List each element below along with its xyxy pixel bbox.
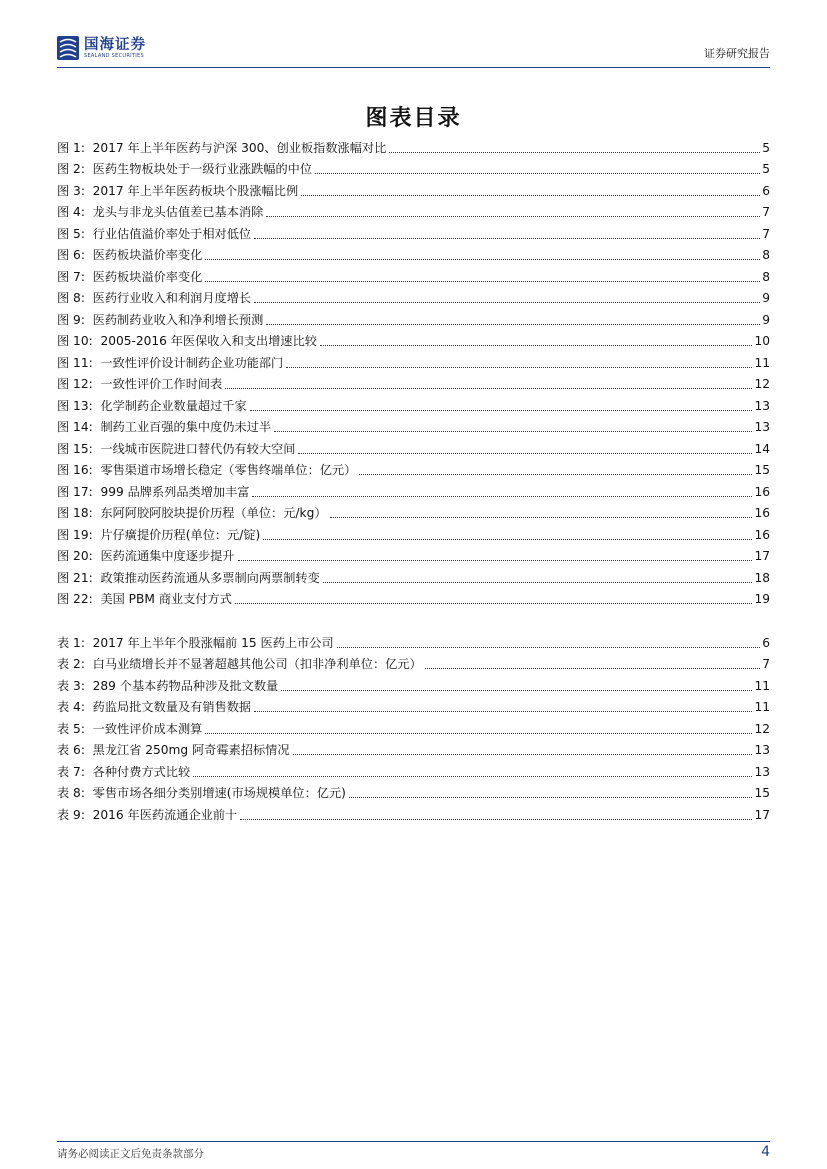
toc-entry[interactable]: [57, 414, 770, 436]
toc-entry[interactable]: [57, 543, 770, 565]
page-number: 4: [761, 1144, 770, 1160]
toc-entry-label: 表 8:: [57, 786, 85, 800]
toc-entry-label: 图 22:: [57, 592, 93, 606]
toc-entry-label: 表 6:: [57, 743, 85, 757]
toc-dot-leader: [205, 733, 752, 734]
toc-entry-title: 2017 年上半年医药与沪深 300、创业板指数涨幅对比: [92, 140, 387, 155]
toc-dot-leader: [225, 388, 752, 389]
toc-entry[interactable]: [57, 349, 770, 371]
page-header: [57, 34, 770, 66]
toc-entry[interactable]: [57, 564, 770, 586]
toc-entry-title: 东阿阿胶阿胶块提价历程（单位：元/kg）: [100, 506, 327, 520]
toc-entry-label: 图 6:: [57, 248, 85, 262]
toc-entry-page: 5: [762, 162, 770, 176]
toc-dot-leader: [323, 582, 753, 583]
toc-entry[interactable]: [57, 134, 770, 156]
toc-dot-leader: [274, 431, 752, 432]
toc-entry[interactable]: [57, 285, 770, 307]
report-type-label: 证券研究报告: [704, 47, 770, 60]
toc-entry-label: 表 2:: [57, 657, 85, 671]
toc-entry-title: 2017 年上半年医药板块个股涨幅比例: [92, 183, 299, 198]
toc-entry-title: 龙头与非龙头估值差已基本消除: [92, 205, 264, 219]
toc-entry[interactable]: [57, 500, 770, 522]
toc-entry[interactable]: [57, 220, 770, 242]
toc-entry-page: 13: [754, 764, 770, 779]
toc-entry[interactable]: [57, 672, 770, 694]
toc-entry-title: 零售市场各细分类别增速(市场规模单位：亿元): [92, 786, 346, 800]
logo-chinese-name: 国海证券: [84, 36, 146, 53]
toc-entry-title: 2017 年上半年个股涨幅前 15 医药上市公司: [92, 635, 334, 650]
toc-entry-page: 15: [754, 786, 770, 800]
toc-dot-leader: [238, 560, 753, 561]
toc-entry[interactable]: [57, 242, 770, 264]
toc-entry-page: 13: [754, 420, 770, 434]
logo-english-name: SEALAND SECURITIES: [84, 52, 144, 59]
toc-entry-label: 图 4:: [57, 205, 85, 219]
toc-dot-leader: [205, 259, 760, 260]
toc-entry-title: 白马业绩增长并不显著超越其他公司（扣非净利单位：亿元）: [92, 657, 422, 671]
table-list: [57, 629, 770, 823]
toc-entry-title: 政策推动医药流通从多票制向两票制转变: [100, 570, 320, 585]
toc-entry-page: 11: [754, 355, 770, 370]
toc-dot-leader: [286, 367, 752, 368]
footer-disclaimer: 请务必阅读正文后免责条款部分: [57, 1148, 204, 1160]
toc-entry-page: 16: [754, 484, 770, 499]
toc-entry-title: 各种付费方式比较: [92, 764, 191, 779]
toc-entry-title: 一致性评价成本测算: [92, 721, 203, 736]
toc-entry-label: 图 9:: [57, 312, 85, 327]
toc-entry-title: 医药板块溢价率变化: [92, 269, 203, 284]
toc-entry-page: 12: [754, 721, 770, 736]
toc-entry-title: 医药行业收入和利润月度增长: [92, 291, 252, 305]
toc-entry[interactable]: [57, 392, 770, 414]
toc-entry-title: 化学制药企业数量超过千家: [100, 398, 247, 413]
toc-entry-page: 7: [762, 657, 770, 671]
toc-entry-label: 图 11:: [57, 355, 93, 370]
toc-entry-label: 表 4:: [57, 700, 85, 714]
toc-dot-leader: [337, 647, 761, 648]
toc-entry[interactable]: [57, 801, 770, 823]
toc-entry-label: 图 15:: [57, 441, 93, 456]
toc-entry-label: 表 3:: [57, 678, 85, 693]
toc-entry-title: 医药板块溢价率变化: [92, 248, 203, 262]
toc-entry-page: 16: [754, 506, 770, 520]
toc-dot-leader: [298, 453, 752, 454]
toc-entry-page: 11: [754, 700, 770, 714]
toc-entry-title: 医药生物板块处于一级行业涨跌幅的中位: [92, 162, 313, 176]
toc-entry[interactable]: [57, 758, 770, 780]
figure-list: [57, 134, 770, 607]
toc-dot-leader: [254, 711, 752, 712]
toc-entry-page: 6: [762, 635, 770, 650]
toc-entry-label: 图 5:: [57, 226, 85, 241]
toc-entry-label: 图 2:: [57, 162, 85, 176]
toc-entry-page: 14: [754, 441, 770, 456]
toc-entry-label: 图 10:: [57, 334, 93, 348]
toc-entry-page: 13: [754, 743, 770, 757]
toc-dot-leader: [263, 539, 752, 540]
toc-dot-leader: [193, 776, 752, 777]
toc-entry-page: 17: [754, 549, 770, 563]
toc-entry-label: 图 14:: [57, 420, 93, 434]
toc-entry-label: 图 13:: [57, 398, 93, 413]
toc-entry-page: 13: [754, 398, 770, 413]
toc-entry-title: 医药制药业收入和净利增长预测: [92, 312, 264, 327]
toc-dot-leader: [315, 173, 760, 174]
sealand-logo-icon: [57, 36, 79, 60]
toc-entry-page: 15: [754, 463, 770, 477]
toc-entry[interactable]: [57, 651, 770, 673]
toc-entry-label: 图 7:: [57, 269, 85, 284]
toc-dot-leader: [301, 195, 760, 196]
toc-entry-title: 零售渠道市场增长稳定（零售终端单位：亿元）: [100, 463, 357, 477]
toc-entry-label: 表 9:: [57, 807, 85, 822]
toc-entry-title: 999 品牌系列品类增加丰富: [100, 484, 250, 499]
toc-entry-label: 图 16:: [57, 463, 93, 477]
toc-entry[interactable]: [57, 156, 770, 178]
toc-entry-title: 行业估值溢价率处于相对低位: [92, 226, 252, 241]
toc-entry[interactable]: [57, 199, 770, 221]
toc-entry-label: 图 3:: [57, 183, 85, 198]
toc-entry-page: 10: [754, 334, 770, 348]
toc-entry[interactable]: [57, 457, 770, 479]
toc-entry-page: 5: [762, 140, 770, 155]
toc-entry-label: 表 7:: [57, 764, 85, 779]
toc-dot-leader: [281, 690, 752, 691]
toc-dot-leader: [254, 302, 760, 303]
header-divider: [57, 67, 770, 68]
page-title: 图表目录: [365, 106, 462, 131]
toc-entry-page: 19: [754, 592, 770, 606]
toc-dot-leader: [320, 345, 752, 346]
toc-entry[interactable]: [57, 478, 770, 500]
toc-entry-label: 图 21:: [57, 570, 93, 585]
toc-entry-label: 图 1:: [57, 140, 85, 155]
toc-entry[interactable]: [57, 263, 770, 285]
toc-entry-label: 图 17:: [57, 484, 93, 499]
toc-entry-page: 18: [754, 570, 770, 585]
toc-entry[interactable]: [57, 371, 770, 393]
toc-entry-label: 表 1:: [57, 635, 85, 650]
toc-dot-leader: [252, 496, 752, 497]
toc-entry-page: 7: [762, 226, 770, 241]
toc-entry-page: 7: [762, 205, 770, 219]
footer-divider: [57, 1141, 770, 1142]
toc-entry[interactable]: [57, 328, 770, 350]
toc-dot-leader: [359, 474, 752, 475]
toc-dot-leader: [389, 152, 760, 153]
toc-entry-title: 289 个基本药物品种涉及批文数量: [92, 678, 279, 693]
toc-dot-leader: [330, 517, 753, 518]
toc-entry-page: 9: [762, 291, 770, 305]
toc-entry-page: 6: [762, 183, 770, 198]
toc-dot-leader: [293, 754, 753, 755]
toc-entry-title: 一致性评价工作时间表: [100, 377, 223, 391]
toc-entry-title: 2005-2016 年医保收入和支出增速比较: [100, 334, 317, 348]
toc-entry-title: 美国 PBM 商业支付方式: [100, 592, 232, 606]
toc-entry[interactable]: [57, 435, 770, 457]
toc-entry[interactable]: [57, 177, 770, 199]
toc-entry-title: 一致性评价设计制药企业功能部门: [100, 355, 284, 370]
toc-entry-page: 11: [754, 678, 770, 693]
toc-entry-label: 图 20:: [57, 549, 93, 563]
toc-entry[interactable]: [57, 737, 770, 759]
toc-entry-title: 制药工业百强的集中度仍未过半: [100, 420, 272, 434]
toc-dot-leader: [254, 238, 760, 239]
toc-entry-label: 图 18:: [57, 506, 93, 520]
toc-dot-leader: [425, 668, 761, 669]
toc-entry-title: 药监局批文数量及有销售数据: [92, 700, 252, 714]
toc-entry-label: 图 19:: [57, 527, 93, 542]
toc-dot-leader: [240, 819, 752, 820]
company-logo: [57, 34, 146, 62]
toc-dot-leader: [235, 603, 753, 604]
toc-entry-label: 图 8:: [57, 291, 85, 305]
toc-entry[interactable]: [57, 715, 770, 737]
toc-entry-title: 医药流通集中度逐步提升: [100, 549, 235, 563]
toc-entry-page: 8: [762, 269, 770, 284]
toc-entry[interactable]: [57, 306, 770, 328]
toc-entry-label: 图 12:: [57, 377, 93, 391]
toc-entry-page: 17: [754, 807, 770, 822]
toc-entry-title: 一线城市医院进口替代仍有较大空间: [100, 441, 296, 456]
toc-entry-title: 片仔癀提价历程(单位：元/锭): [100, 527, 261, 542]
toc-entry[interactable]: [57, 780, 770, 802]
toc-dot-leader: [349, 797, 753, 798]
toc-dot-leader: [205, 281, 760, 282]
toc-entry-page: 9: [762, 312, 770, 327]
toc-entry-label: 表 5:: [57, 721, 85, 736]
toc-dot-leader: [250, 410, 753, 411]
toc-entry-page: 16: [754, 527, 770, 542]
toc-entry[interactable]: [57, 694, 770, 716]
toc-entry[interactable]: [57, 629, 770, 651]
toc-entry[interactable]: [57, 521, 770, 543]
toc-entry-title: 黑龙江省 250mg 阿奇霉素招标情况: [92, 743, 290, 757]
toc-entry-title: 2016 年医药流通企业前十: [92, 807, 238, 822]
toc-entry-page: 8: [762, 248, 770, 262]
toc-entry-page: 12: [754, 377, 770, 391]
toc-dot-leader: [266, 216, 760, 217]
toc-entry[interactable]: [57, 586, 770, 608]
toc-dot-leader: [266, 324, 760, 325]
